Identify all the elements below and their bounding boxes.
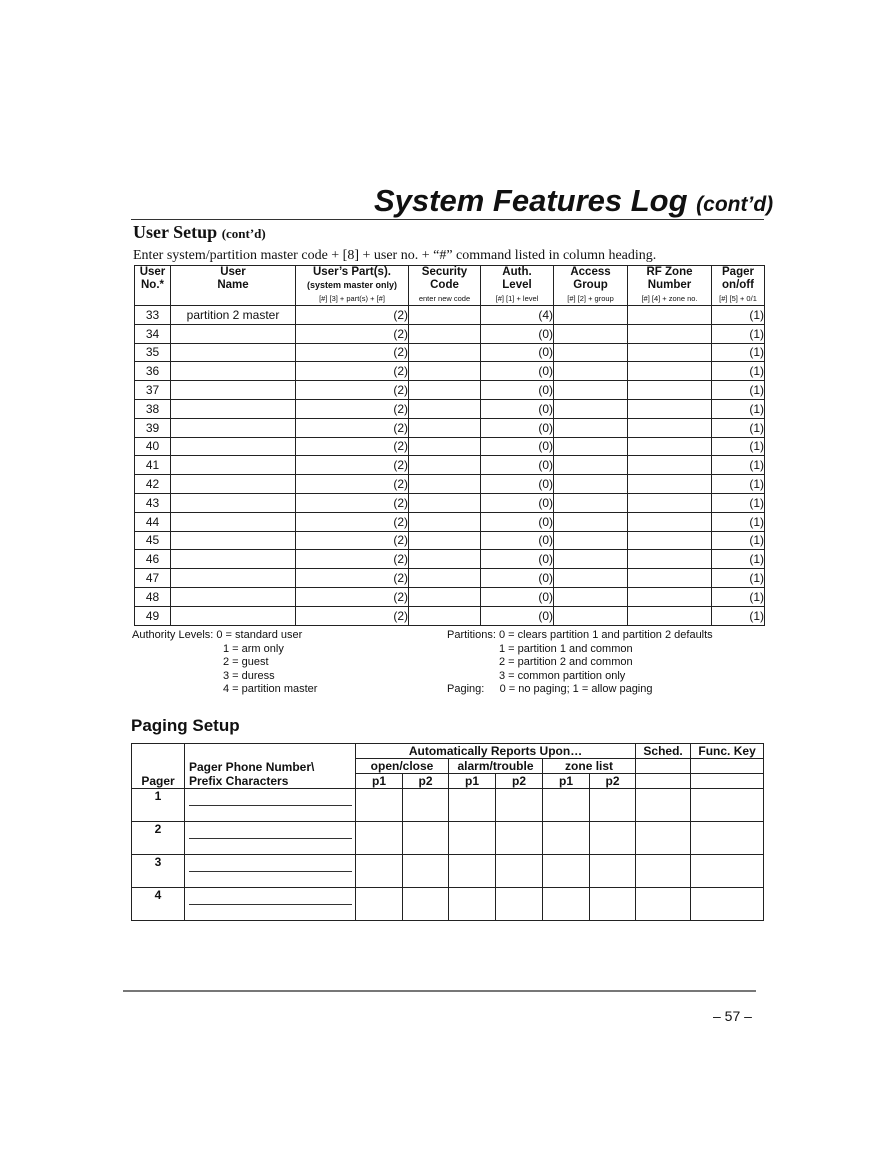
user-name-cell <box>171 550 296 569</box>
user-level-cell: (4) <box>481 306 554 325</box>
user-pager-cell: (1) <box>712 437 765 456</box>
sched-blank <box>636 759 691 774</box>
user-pager-cell: (1) <box>712 493 765 512</box>
user-setup-table <box>134 265 765 626</box>
table-row <box>135 493 765 512</box>
user-code-cell <box>409 569 481 588</box>
user-level-cell: (0) <box>481 587 554 606</box>
pager-option-cell[interactable] <box>403 789 449 822</box>
p2-header: p2 <box>590 774 636 789</box>
pager-number-cell: 2 <box>132 822 185 855</box>
user-no-cell: 46 <box>135 550 171 569</box>
user-pager-cell: (1) <box>712 569 765 588</box>
user-pager-cell: (1) <box>712 399 765 418</box>
table-row <box>135 437 765 456</box>
user-parts-cell: (2) <box>296 475 409 494</box>
user-group-cell <box>554 306 628 325</box>
user-parts-cell: (2) <box>296 587 409 606</box>
user-code-cell <box>409 606 481 625</box>
pager-option-cell[interactable] <box>691 855 764 888</box>
user-group-cell <box>554 399 628 418</box>
user-code-cell <box>409 493 481 512</box>
user-level-cell: (0) <box>481 606 554 625</box>
pager-option-cell[interactable] <box>449 888 496 921</box>
pager-number-cell: 4 <box>132 888 185 921</box>
user-level-cell: (0) <box>481 418 554 437</box>
user-group-cell <box>554 456 628 475</box>
pager-option-cell[interactable] <box>543 822 590 855</box>
user-name-cell <box>171 569 296 588</box>
user-name-cell <box>171 493 296 512</box>
user-pager-cell: (1) <box>712 587 765 606</box>
user-no-cell: 40 <box>135 437 171 456</box>
user-zone-cell <box>628 493 712 512</box>
user-level-cell: (0) <box>481 512 554 531</box>
table-row <box>135 475 765 494</box>
pager-phone-line <box>189 838 352 839</box>
user-name-cell <box>171 381 296 400</box>
table-row <box>135 399 765 418</box>
zone-list-header: zone list <box>543 759 636 774</box>
user-no-cell: 47 <box>135 569 171 588</box>
user-pager-cell: (1) <box>712 362 765 381</box>
user-code-cell <box>409 418 481 437</box>
pager-option-cell[interactable] <box>590 888 636 921</box>
user-code-cell <box>409 475 481 494</box>
pager-option-cell[interactable] <box>636 822 691 855</box>
user-no-cell: 45 <box>135 531 171 550</box>
paging-setup-table <box>131 743 764 921</box>
user-name-cell <box>171 475 296 494</box>
pager-phone-line <box>189 904 352 905</box>
user-code-cell <box>409 343 481 362</box>
user-group-cell <box>554 324 628 343</box>
user-level-cell: (0) <box>481 531 554 550</box>
user-level-cell: (0) <box>481 437 554 456</box>
user-pager-cell: (1) <box>712 531 765 550</box>
table-row <box>135 343 765 362</box>
user-group-cell <box>554 531 628 550</box>
p1-header: p1 <box>449 774 496 789</box>
user-no-cell: 37 <box>135 381 171 400</box>
pager-option-cell[interactable] <box>590 855 636 888</box>
pager-phone-cell[interactable] <box>185 822 356 855</box>
authority-legend: Authority Levels: 0 = standard user 1 = arm only 2 = guest 3 = duress 4 = partition master <box>132 629 318 695</box>
func-key-blank <box>691 774 764 789</box>
user-no-cell: 38 <box>135 399 171 418</box>
sched-header: Sched. <box>636 744 691 759</box>
user-parts-cell: (2) <box>296 512 409 531</box>
user-level-cell: (0) <box>481 362 554 381</box>
user-group-cell <box>554 381 628 400</box>
user-group-cell <box>554 493 628 512</box>
pager-option-cell[interactable] <box>356 888 403 921</box>
pager-option-cell[interactable] <box>691 822 764 855</box>
user-parts-cell: (2) <box>296 399 409 418</box>
user-level-cell: (0) <box>481 456 554 475</box>
user-parts-cell: (2) <box>296 437 409 456</box>
p2-header: p2 <box>403 774 449 789</box>
pager-option-cell[interactable] <box>691 888 764 921</box>
user-parts-cell: (2) <box>296 324 409 343</box>
pager-option-cell[interactable] <box>449 855 496 888</box>
user-group-cell <box>554 362 628 381</box>
user-pager-cell: (1) <box>712 381 765 400</box>
user-code-cell <box>409 550 481 569</box>
p2-header: p2 <box>496 774 543 789</box>
pager-column-header: Pager <box>132 744 185 789</box>
user-zone-cell <box>628 306 712 325</box>
table-row <box>135 569 765 588</box>
pager-option-cell[interactable] <box>590 789 636 822</box>
user-parts-cell: (2) <box>296 493 409 512</box>
table-row <box>135 550 765 569</box>
table-row <box>135 381 765 400</box>
reports-header: Automatically Reports Upon… <box>356 744 636 759</box>
user-zone-cell <box>628 475 712 494</box>
user-name-cell <box>171 399 296 418</box>
user-no-cell: 42 <box>135 475 171 494</box>
user-parts-cell: (2) <box>296 381 409 400</box>
user-no-cell: 35 <box>135 343 171 362</box>
pager-option-cell[interactable] <box>403 888 449 921</box>
pager-phone-cell[interactable] <box>185 789 356 822</box>
user-level-cell: (0) <box>481 569 554 588</box>
user-no-cell: 49 <box>135 606 171 625</box>
user-zone-cell <box>628 456 712 475</box>
user-no-cell: 36 <box>135 362 171 381</box>
user-pager-cell: (1) <box>712 324 765 343</box>
user-parts-cell: (2) <box>296 569 409 588</box>
user-pager-cell: (1) <box>712 306 765 325</box>
pager-number-cell: 3 <box>132 855 185 888</box>
user-column-header: Pager on/off [#] [5] + 0/1 <box>712 266 765 306</box>
pager-option-cell[interactable] <box>543 855 590 888</box>
user-column-header: User’s Part(s). (system master only) [#] [3] + part(s) + [#] <box>296 266 409 306</box>
user-parts-cell: (2) <box>296 606 409 625</box>
alarm-trouble-header: alarm/trouble <box>449 759 543 774</box>
table-row <box>135 418 765 437</box>
user-name-cell <box>171 531 296 550</box>
user-zone-cell <box>628 381 712 400</box>
pager-option-cell[interactable] <box>449 789 496 822</box>
user-setup-instruction: Enter system/partition master code + [8] + user no. + “#” command listed in column heading. <box>133 248 657 263</box>
pager-phone-column-header: Pager Phone Number\ Prefix Characters <box>185 744 356 789</box>
user-zone-cell <box>628 531 712 550</box>
user-level-cell: (0) <box>481 399 554 418</box>
pager-option-cell[interactable] <box>543 888 590 921</box>
table-row <box>135 531 765 550</box>
table-row <box>135 587 765 606</box>
user-column-header: User Name <box>171 266 296 306</box>
user-zone-cell <box>628 362 712 381</box>
user-code-cell <box>409 587 481 606</box>
open-close-header: open/close <box>356 759 449 774</box>
pager-phone-cell[interactable] <box>185 888 356 921</box>
pager-option-cell[interactable] <box>636 789 691 822</box>
user-column-header: Security Code enter new code <box>409 266 481 306</box>
user-parts-cell: (2) <box>296 531 409 550</box>
pager-phone-cell[interactable] <box>185 855 356 888</box>
user-parts-cell: (2) <box>296 362 409 381</box>
pager-option-cell[interactable] <box>356 822 403 855</box>
user-zone-cell <box>628 324 712 343</box>
table-row <box>135 606 765 625</box>
user-level-cell: (0) <box>481 550 554 569</box>
user-code-cell <box>409 437 481 456</box>
user-no-cell: 43 <box>135 493 171 512</box>
func-key-blank <box>691 759 764 774</box>
table-row <box>135 306 765 325</box>
user-code-cell <box>409 381 481 400</box>
user-name-cell <box>171 437 296 456</box>
user-pager-cell: (1) <box>712 550 765 569</box>
user-name-cell <box>171 343 296 362</box>
partitions-legend: Partitions: 0 = clears partition 1 and partition 2 defaults 1 = partition 1 and common 2 = partition 2 and common 3 = common partition only Paging: 0 = no paging; 1 = allow paging <box>447 629 713 695</box>
table-row <box>135 324 765 343</box>
user-parts-cell: (2) <box>296 550 409 569</box>
pager-option-cell[interactable] <box>691 789 764 822</box>
table-row <box>135 512 765 531</box>
table-row <box>135 456 765 475</box>
user-column-header: RF Zone Number [#] [4] + zone no. <box>628 266 712 306</box>
footer-rule <box>123 990 756 992</box>
user-level-cell: (0) <box>481 343 554 362</box>
table-row <box>132 789 764 822</box>
user-level-cell: (0) <box>481 324 554 343</box>
pager-option-cell[interactable] <box>543 789 590 822</box>
table-row <box>132 888 764 921</box>
user-name-cell <box>171 362 296 381</box>
user-zone-cell <box>628 569 712 588</box>
user-group-cell <box>554 437 628 456</box>
pager-phone-line <box>189 805 352 806</box>
pager-option-cell[interactable] <box>496 855 543 888</box>
pager-option-cell[interactable] <box>496 822 543 855</box>
pager-option-cell[interactable] <box>636 855 691 888</box>
pager-option-cell[interactable] <box>496 888 543 921</box>
user-name-cell <box>171 587 296 606</box>
pager-option-cell[interactable] <box>449 822 496 855</box>
user-pager-cell: (1) <box>712 418 765 437</box>
user-group-cell <box>554 512 628 531</box>
user-zone-cell <box>628 550 712 569</box>
user-name-cell <box>171 418 296 437</box>
func-key-header: Func. Key <box>691 744 764 759</box>
user-name-cell <box>171 512 296 531</box>
user-pager-cell: (1) <box>712 512 765 531</box>
user-zone-cell <box>628 587 712 606</box>
user-pager-cell: (1) <box>712 475 765 494</box>
user-pager-cell: (1) <box>712 606 765 625</box>
user-zone-cell <box>628 399 712 418</box>
user-code-cell <box>409 512 481 531</box>
user-no-cell: 34 <box>135 324 171 343</box>
pager-phone-line <box>189 871 352 872</box>
pager-number-cell: 1 <box>132 789 185 822</box>
user-code-cell <box>409 324 481 343</box>
user-code-cell <box>409 306 481 325</box>
user-level-cell: (0) <box>481 493 554 512</box>
pager-option-cell[interactable] <box>590 822 636 855</box>
user-parts-cell: (2) <box>296 343 409 362</box>
user-setup-heading: User Setup (cont’d) <box>133 222 266 242</box>
user-name-cell <box>171 456 296 475</box>
user-pager-cell: (1) <box>712 456 765 475</box>
user-group-cell <box>554 475 628 494</box>
user-no-cell: 41 <box>135 456 171 475</box>
user-column-header: User No.* <box>135 266 171 306</box>
p1-header: p1 <box>543 774 590 789</box>
page-number: – 57 – <box>713 1008 752 1024</box>
user-group-cell <box>554 550 628 569</box>
user-no-cell: 44 <box>135 512 171 531</box>
user-zone-cell <box>628 418 712 437</box>
title-rule <box>131 219 764 220</box>
user-group-cell <box>554 606 628 625</box>
user-parts-cell: (2) <box>296 418 409 437</box>
user-name-cell: partition 2 master <box>171 306 296 325</box>
pager-option-cell[interactable] <box>496 789 543 822</box>
user-level-cell: (0) <box>481 381 554 400</box>
user-parts-cell: (2) <box>296 306 409 325</box>
table-row <box>132 822 764 855</box>
user-zone-cell <box>628 606 712 625</box>
user-column-header: Auth. Level [#] [1] + level <box>481 266 554 306</box>
paging-legend: Paging: 0 = no paging; 1 = allow paging <box>447 683 653 695</box>
user-group-cell <box>554 343 628 362</box>
table-row <box>135 362 765 381</box>
page-title: System Features Log (cont’d) <box>374 183 774 218</box>
pager-option-cell[interactable] <box>403 855 449 888</box>
sched-blank <box>636 774 691 789</box>
p1-header: p1 <box>356 774 403 789</box>
user-parts-cell: (2) <box>296 456 409 475</box>
pager-option-cell[interactable] <box>356 789 403 822</box>
pager-option-cell[interactable] <box>356 855 403 888</box>
pager-option-cell[interactable] <box>636 888 691 921</box>
user-code-cell <box>409 362 481 381</box>
user-no-cell: 33 <box>135 306 171 325</box>
user-no-cell: 39 <box>135 418 171 437</box>
user-code-cell <box>409 399 481 418</box>
pager-option-cell[interactable] <box>403 822 449 855</box>
user-group-cell <box>554 587 628 606</box>
paging-setup-heading: Paging Setup <box>131 716 240 735</box>
user-group-cell <box>554 569 628 588</box>
user-code-cell <box>409 531 481 550</box>
user-name-cell <box>171 606 296 625</box>
user-level-cell: (0) <box>481 475 554 494</box>
user-pager-cell: (1) <box>712 343 765 362</box>
user-code-cell <box>409 456 481 475</box>
user-column-header: Access Group [#] [2] + group <box>554 266 628 306</box>
user-zone-cell <box>628 343 712 362</box>
user-no-cell: 48 <box>135 587 171 606</box>
table-row <box>132 855 764 888</box>
user-zone-cell <box>628 437 712 456</box>
user-zone-cell <box>628 512 712 531</box>
user-name-cell <box>171 324 296 343</box>
user-group-cell <box>554 418 628 437</box>
